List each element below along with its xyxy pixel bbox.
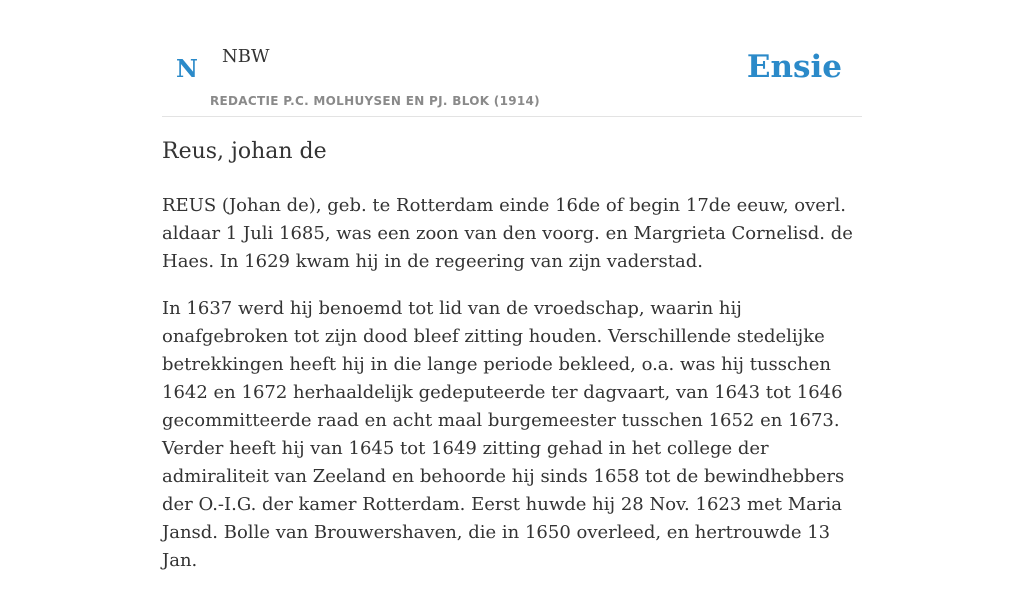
source-logo-link[interactable]: N bbox=[176, 54, 198, 83]
article-paragraph: REUS (Johan de), geb. te Rotterdam einde 16de of begin 17de eeuw, overl. aldaar 1 Juli 1685, was een zoon van den voorg. en Margrieta Cornelisd. de Haes. In 1629 kwam hij in de regeering van zijn vaderstad. bbox=[162, 195, 853, 272]
article-paragraph: In 1637 werd hij benoemd tot lid van de vroedschap, waarin hij onafgebroken tot zijn dood bleef zitting houden. Verschillende stedelijke betrekkingen heeft hij in die lange periode bekleed, o.a. was hij tusschen 1642 en 1672 herhaaldelijk gedeputeerde ter dagvaart, van 1643 tot 1646 gecommitteerde raad en acht maal burgemeester tusschen 1652 en 1673. Verder heeft hij van 1645 tot 1649 zitting gehad in het college der admiraliteit van Zeeland en behoorde hij sinds 1658 tot de bewindhebbers der O.-I.G. der kamer Rotterdam. Eerst huwde hij 28 Nov. 1623 met Maria Jansd. Bolle van Brouwershaven, die in 1650 overleed, en hertrouwde 13 Jan. bbox=[162, 298, 845, 571]
article-body bbox=[162, 192, 862, 594]
source-editors: REDACTIE P.C. MOLHUYSEN EN PJ. BLOK (1914) bbox=[210, 94, 540, 108]
source-header bbox=[162, 0, 862, 117]
ensie-brand-logo[interactable]: Ensie bbox=[746, 49, 842, 85]
article-title: Reus, johan de bbox=[162, 139, 327, 164]
source-name: NBW bbox=[222, 46, 270, 67]
